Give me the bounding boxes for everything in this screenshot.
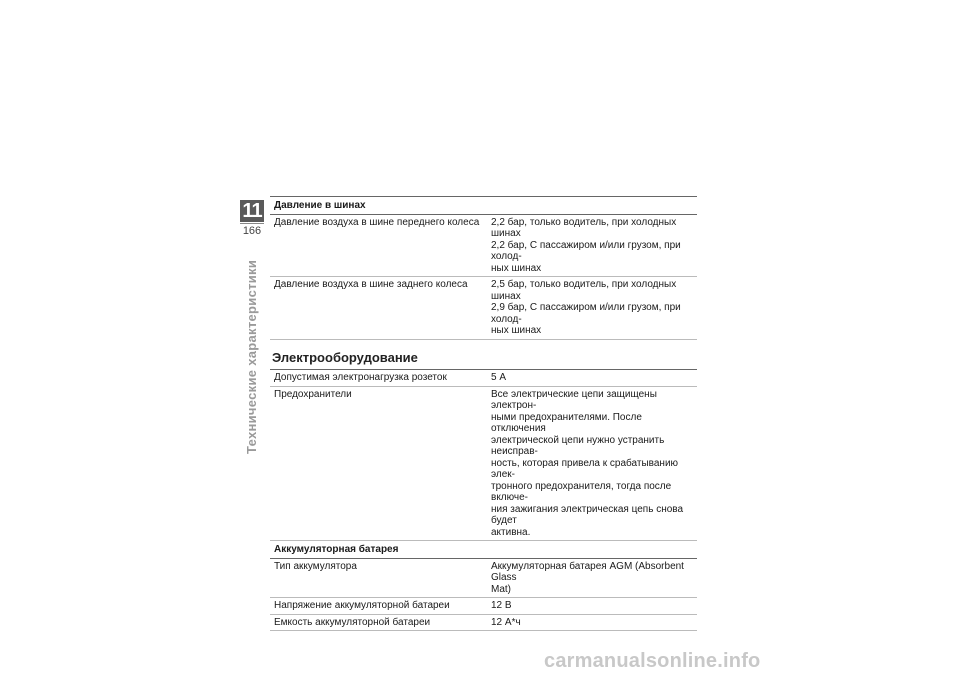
- spec-content: [270, 196, 697, 631]
- row-label: Емкость аккумуляторной батареи: [270, 614, 487, 631]
- value-line: Все электрические цепи защищены электрон-: [491, 388, 657, 411]
- page-number: 166: [240, 223, 264, 237]
- electrics-table: [270, 369, 697, 631]
- value-line: ния зажигания электрическая цепь снова будет: [491, 503, 684, 526]
- row-label: Давление воздуха в шине заднего колеса: [270, 277, 487, 340]
- row-label: Предохранители: [270, 386, 487, 541]
- tire-pressure-header: Давление в шинах: [270, 197, 697, 215]
- table-row: [270, 558, 697, 598]
- row-label: Напряжение аккумуляторной батареи: [270, 598, 487, 615]
- electrics-section-title: Электрооборудование: [272, 349, 418, 365]
- value-line: ных шинах: [491, 262, 542, 274]
- chapter-side-title: Технические характеристики: [244, 259, 259, 454]
- value-line: ными предохранителями. После отключения: [491, 411, 642, 434]
- table-header: [270, 197, 697, 215]
- value-line: 12 В: [491, 600, 512, 611]
- value-line: 2,5 бар, только водитель, при холодных шинах: [491, 279, 677, 302]
- table-row: [270, 614, 697, 631]
- value-line: 2,2 бар, С пассажиром и/или грузом, при холод-: [491, 239, 681, 262]
- row-value: [487, 277, 697, 340]
- table-row: [270, 277, 697, 340]
- row-label: Давление воздуха в шине переднего колеса: [270, 214, 487, 277]
- value-line: ность, которая привела к срабатыванию элек-: [491, 457, 679, 480]
- value-line: Аккумуляторная батарея AGM (Absorbent Glass: [491, 560, 684, 583]
- value-line: 5 А: [491, 372, 507, 383]
- row-label: Тип аккумулятора: [270, 558, 487, 598]
- value-line: 2,9 бар, С пассажиром и/или грузом, при холод-: [491, 302, 681, 325]
- battery-header: Аккумуляторная батарея: [270, 541, 697, 559]
- tire-pressure-table: [270, 196, 697, 340]
- value-line: 12 А*ч: [491, 616, 521, 628]
- value-line: 2,2 бар, только водитель, при холодных шинах: [491, 216, 677, 239]
- watermark-link[interactable]: carmanualsonline.info: [544, 650, 761, 672]
- table-row: [270, 214, 697, 277]
- row-value: [487, 558, 697, 598]
- value-line: электрической цепи нужно устранить неисправ-: [491, 434, 665, 457]
- row-value: [487, 370, 697, 387]
- value-line: ных шинах: [491, 325, 542, 336]
- row-value: [487, 386, 697, 541]
- table-header: [270, 541, 697, 559]
- row-label: Допустимая электронагрузка розеток: [270, 370, 487, 387]
- table-row: [270, 386, 697, 541]
- row-value: [487, 214, 697, 277]
- value-line: Mat): [491, 583, 511, 595]
- value-line: тронного предохранителя, тогда после включе-: [491, 480, 672, 503]
- table-row: [270, 598, 697, 615]
- chapter-number: 11: [240, 200, 264, 222]
- table-row: [270, 370, 697, 387]
- row-value: [487, 598, 697, 615]
- row-value: [487, 614, 697, 631]
- value-line: активна.: [491, 526, 531, 538]
